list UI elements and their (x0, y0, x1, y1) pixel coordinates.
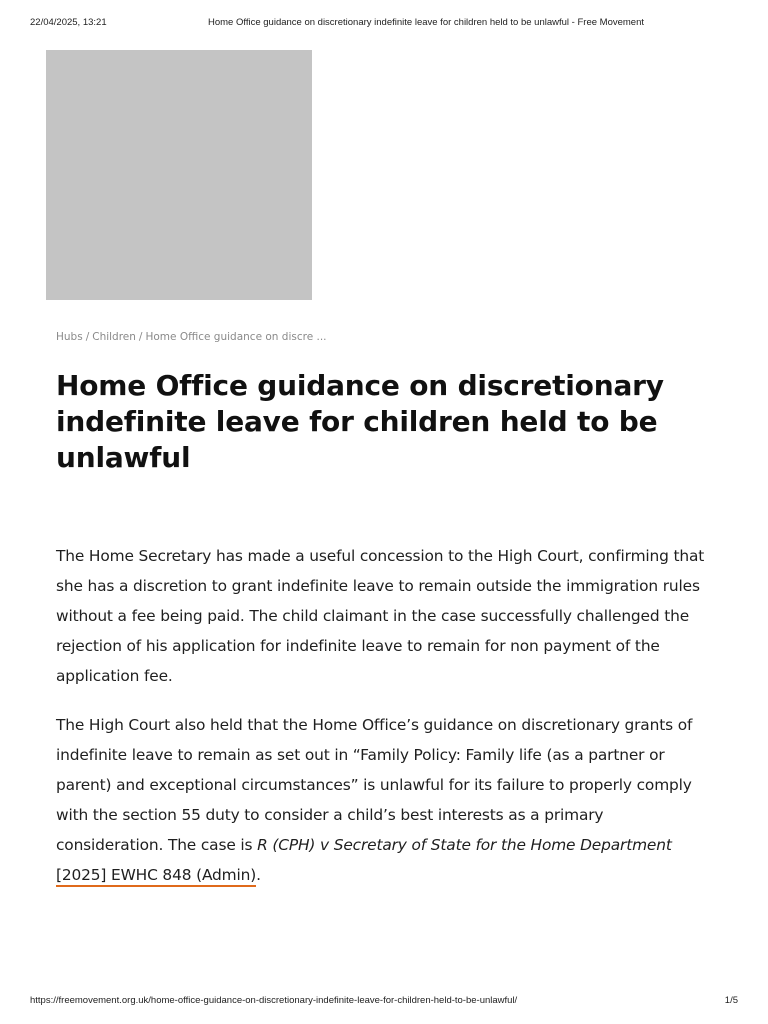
hero-image-placeholder (46, 50, 312, 300)
article-paragraph-2 (56, 710, 714, 890)
case-name: R (CPH) v Secretary of State for the Home Department (257, 836, 672, 854)
citation-link[interactable]: [2025] EWHC 848 (Admin) (56, 866, 256, 887)
page-number: 1/5 (724, 995, 738, 1006)
breadcrumb-separator: / (85, 331, 90, 343)
print-document-title: Home Office guidance on discretionary indefinite leave for children held to be unlawful - Free Movement (208, 17, 645, 28)
article-paragraph-1: The Home Secretary has made a useful concession to the High Court, confirming that she has a discretion to grant indefinite leave to remain outside the immigration rules without a fee being paid. The child claimant in the case successfully challenged the rejection of his application for indefinite leave to remain for non payment of the application fee. (56, 547, 705, 685)
article-title: Home Office guidance on discretionary indefinite leave for children held to be unlawful (56, 369, 664, 474)
breadcrumb (56, 331, 327, 343)
breadcrumb-item-hubs[interactable]: Hubs (56, 331, 83, 343)
paragraph-2-end: . (256, 866, 261, 884)
breadcrumb-separator: / (138, 331, 143, 343)
print-url: https://freemovement.org.uk/home-office-guidance-on-discretionary-indefinite-leave-for-children-held-to-be-unlawful/ (30, 995, 518, 1006)
breadcrumb-item-children[interactable]: Children (92, 331, 136, 343)
paragraph-2-intro: The High Court also held that the Home Office’s guidance on discretionary grants of indefinite leave to remain as set out in “Family Policy: Family life (as a partner or parent) and exceptional circumstances” is unlawful for its failure to properly comply with the section 55 duty to consider a child’s best interests as a primary consideration. The case is (56, 716, 693, 854)
print-datetime: 22/04/2025, 13:21 (30, 17, 107, 28)
print-footer (0, 995, 768, 1009)
print-header (0, 17, 768, 31)
breadcrumb-item-current: Home Office guidance on discre ... (145, 331, 327, 343)
article-body (56, 541, 714, 909)
